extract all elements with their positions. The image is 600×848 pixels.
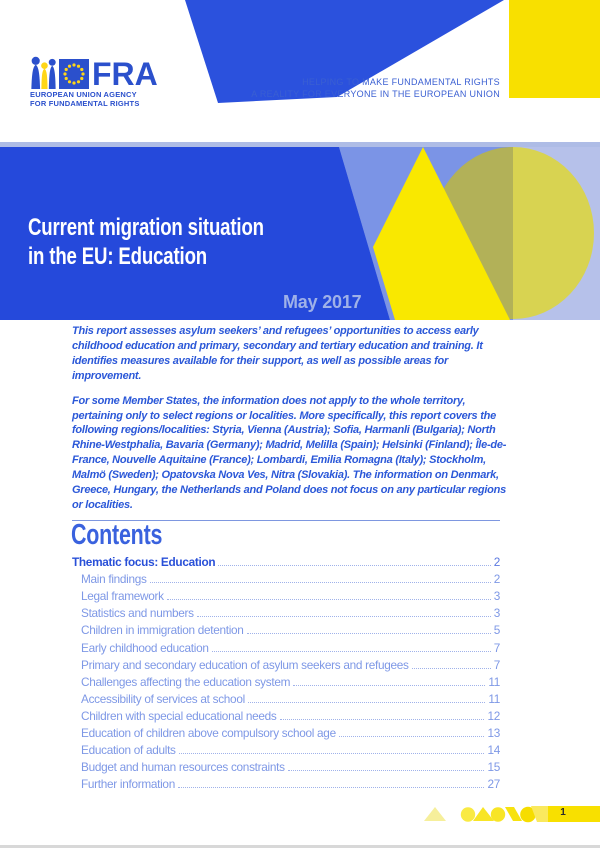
toc-entry[interactable] bbox=[72, 569, 500, 586]
toc-dot-leader bbox=[167, 599, 491, 600]
toc-page-number: 15 bbox=[487, 760, 500, 775]
logo-caption-line1: EUROPEAN UNION AGENCY bbox=[30, 89, 137, 99]
intro-section bbox=[72, 324, 512, 523]
fra-logo-row bbox=[30, 56, 158, 92]
toc-page-number: 3 bbox=[493, 589, 500, 604]
toc-entry-label: Early childhood education bbox=[81, 640, 209, 655]
toc-dot-leader bbox=[248, 702, 485, 703]
toc-entry[interactable] bbox=[72, 655, 500, 672]
toc-entry[interactable] bbox=[72, 689, 500, 706]
toc-entry[interactable] bbox=[72, 586, 500, 603]
toc-entry[interactable] bbox=[72, 757, 500, 774]
toc-page-number: 27 bbox=[487, 777, 500, 792]
toc-dot-leader bbox=[288, 770, 485, 771]
people-icon bbox=[30, 56, 56, 89]
toc-entry-label: Statistics and numbers bbox=[81, 606, 194, 621]
footer-decoration bbox=[0, 804, 600, 830]
toc-entry[interactable] bbox=[72, 723, 500, 740]
toc-page-number: 2 bbox=[493, 572, 500, 587]
toc-page-number: 14 bbox=[487, 743, 500, 758]
toc-dot-leader bbox=[218, 565, 490, 566]
toc-dot-leader bbox=[280, 719, 485, 720]
toc-entry[interactable] bbox=[72, 620, 500, 637]
toc-page-number: 5 bbox=[493, 623, 500, 638]
report-date: May 2017 bbox=[283, 292, 362, 312]
toc-entry-label: Budget and human resources constraints bbox=[81, 760, 285, 775]
footer-pale-triangle bbox=[424, 807, 446, 821]
toc-entry[interactable] bbox=[72, 672, 500, 689]
toc-entry-label: Main findings bbox=[81, 572, 147, 587]
toc-dot-leader bbox=[412, 668, 491, 669]
toc-entry-label: Primary and secondary education of asylum seekers and refugees bbox=[81, 657, 409, 672]
toc-page-number: 13 bbox=[487, 726, 500, 741]
toc-dot-leader bbox=[293, 685, 485, 686]
contents-heading: Contents bbox=[71, 519, 163, 551]
tagline-line1: HELPING TO MAKE FUNDAMENTAL RIGHTS bbox=[302, 77, 500, 87]
toc-entry-label: Education of adults bbox=[81, 743, 176, 758]
fra-logo bbox=[30, 56, 158, 108]
toc-entry[interactable] bbox=[72, 740, 500, 757]
tagline-line2: A REALITY FOR EVERYONE IN THE EUROPEAN UNION bbox=[251, 88, 500, 99]
toc-dot-leader bbox=[178, 787, 485, 788]
toc-entry-label: Further information bbox=[81, 777, 175, 792]
toc-dot-leader bbox=[197, 616, 491, 617]
toc-dot-leader bbox=[339, 736, 485, 737]
toc-dot-leader bbox=[212, 651, 491, 652]
toc-page-number: 2 bbox=[493, 555, 500, 570]
agency-tagline bbox=[251, 77, 500, 100]
toc-page-number: 11 bbox=[488, 674, 500, 689]
footer-slash bbox=[505, 807, 522, 821]
title-banner bbox=[0, 147, 600, 320]
toc-dot-leader bbox=[150, 582, 491, 583]
table-of-contents bbox=[72, 552, 500, 791]
footer-circle-2 bbox=[491, 807, 505, 821]
page-title-line2: in the EU: Education bbox=[28, 243, 208, 270]
footer-circle-1 bbox=[461, 807, 475, 821]
page-title-line1: Current migration situation bbox=[28, 214, 264, 241]
toc-entry-label: Thematic focus: Education bbox=[72, 555, 216, 570]
toc-entry[interactable] bbox=[72, 637, 500, 654]
toc-entry[interactable] bbox=[72, 603, 500, 620]
toc-dot-leader bbox=[247, 633, 491, 634]
toc-entry-label: Education of children above compulsory school age bbox=[81, 726, 336, 741]
logo-acronym: FRA bbox=[92, 56, 158, 92]
toc-entry[interactable] bbox=[72, 706, 500, 723]
intro-paragraph-1: This report assesses asylum seekers’ and refugees’ opportunities to access early childhood education and primary, secondary and tertiary education and training. It identifies measures available for their support, as well as possible areas for improvement. bbox=[72, 325, 483, 382]
toc-page-number: 7 bbox=[493, 657, 500, 672]
toc-page-number: 3 bbox=[493, 606, 500, 621]
header-yellow-block bbox=[509, 0, 600, 98]
toc-entry-label: Accessibility of services at school bbox=[81, 691, 245, 706]
toc-entry-label: Challenges affecting the education system bbox=[81, 674, 291, 689]
page-number-badge: 1 bbox=[560, 807, 566, 818]
toc-entry-label: Children in immigration detention bbox=[81, 623, 244, 638]
eu-flag-icon bbox=[59, 59, 89, 89]
toc-entry-label: Legal framework bbox=[81, 589, 164, 604]
toc-entry[interactable] bbox=[72, 774, 500, 791]
logo-caption-line2: FOR FUNDAMENTAL RIGHTS bbox=[30, 99, 140, 109]
toc-page-number: 7 bbox=[493, 640, 500, 655]
toc-page-number: 11 bbox=[488, 691, 500, 706]
toc-entry-label: Children with special educational needs bbox=[81, 708, 277, 723]
intro-paragraph-2: For some Member States, the information does not apply to the whole territory, pertaining only to select regions or localities. More specifically, this report covers the following regions/localities: Styria, Vienna (Austria); Sofia, Harmanli (Bulgaria); North Rhine-Westphalia, Bavaria (Germany); Madrid, Melilla (Spain); Helsinki (Finland); Île-de-France, Nouvelle Aquitaine (France); Lombardi, Emilia Romagna (Italy); Stockholm, Malmö (Sweden); Opatovska Nova Ves, Nitra (Slovakia). The information on Denmark, Greece, Hungary, the Netherlands and Poland does not focus on any particular regions or localities. bbox=[72, 394, 507, 511]
toc-page-number: 12 bbox=[487, 708, 500, 723]
toc-dot-leader bbox=[179, 753, 485, 754]
toc-entry[interactable] bbox=[72, 552, 500, 569]
page-title bbox=[28, 213, 264, 271]
